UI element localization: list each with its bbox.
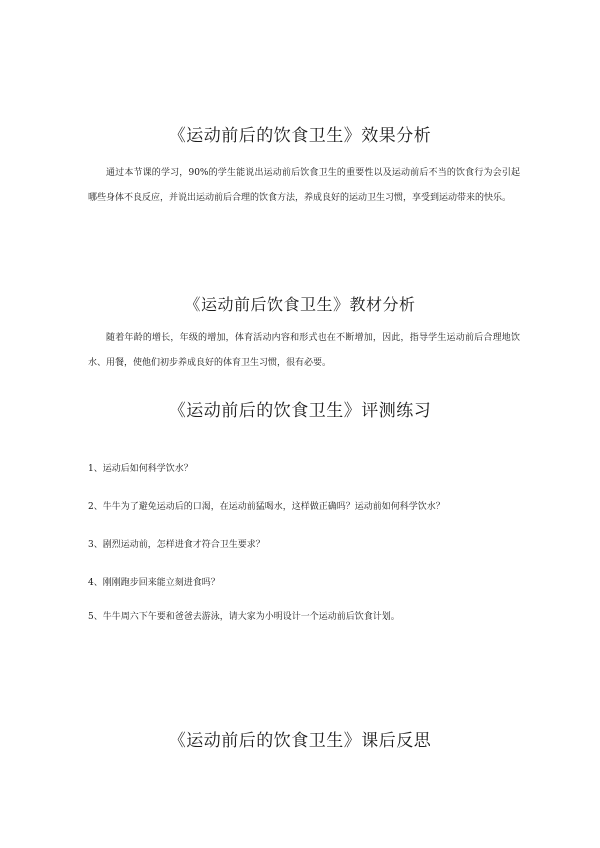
exercise-question: 2、牛牛为了避免运动后的口渴，在运动前猛喝水，这样做正确吗？运动前如何科学饮水？: [88, 502, 445, 512]
exercise-question: 5、牛牛周六下午要和爸爸去游泳，请大家为小明设计一个运动前后饮食计划。: [88, 612, 400, 622]
effect-analysis-title: 《运动前后的饮食卫生》效果分析: [168, 126, 432, 146]
exercise-question: 4、刚刚跑步回来能立刻进食吗？: [88, 578, 220, 588]
material-analysis-paragraph: 随着年龄的增长，年级的增加，体育活动内容和形式也在不断增加，因此，指导学生运动前后合理地饮水、用餐，使他们初步养成良好的体育卫生习惯，很有必要。: [88, 333, 520, 368]
effect-analysis-paragraph: 通过本节课的学习，90%的学生能说出运动前后饮食卫生的重要性以及运动前后不当的饮食行为会引起哪些身体不良反应，并说出运动前后合理的饮食方法，养成良好的运动卫生习惯，享受到运动带来的快乐。: [88, 168, 520, 203]
exercise-question: 1、运动后如何科学饮水？: [88, 464, 193, 474]
exercise-title: 《运动前后的饮食卫生》评测练习: [168, 401, 432, 421]
reflection-title: 《运动前后的饮食卫生》课后反思: [168, 731, 432, 751]
exercise-question: 3、剧烈运动前，怎样进食才符合卫生要求？: [88, 540, 265, 550]
material-analysis-title: 《运动前后饮食卫生》教材分析: [184, 295, 416, 314]
